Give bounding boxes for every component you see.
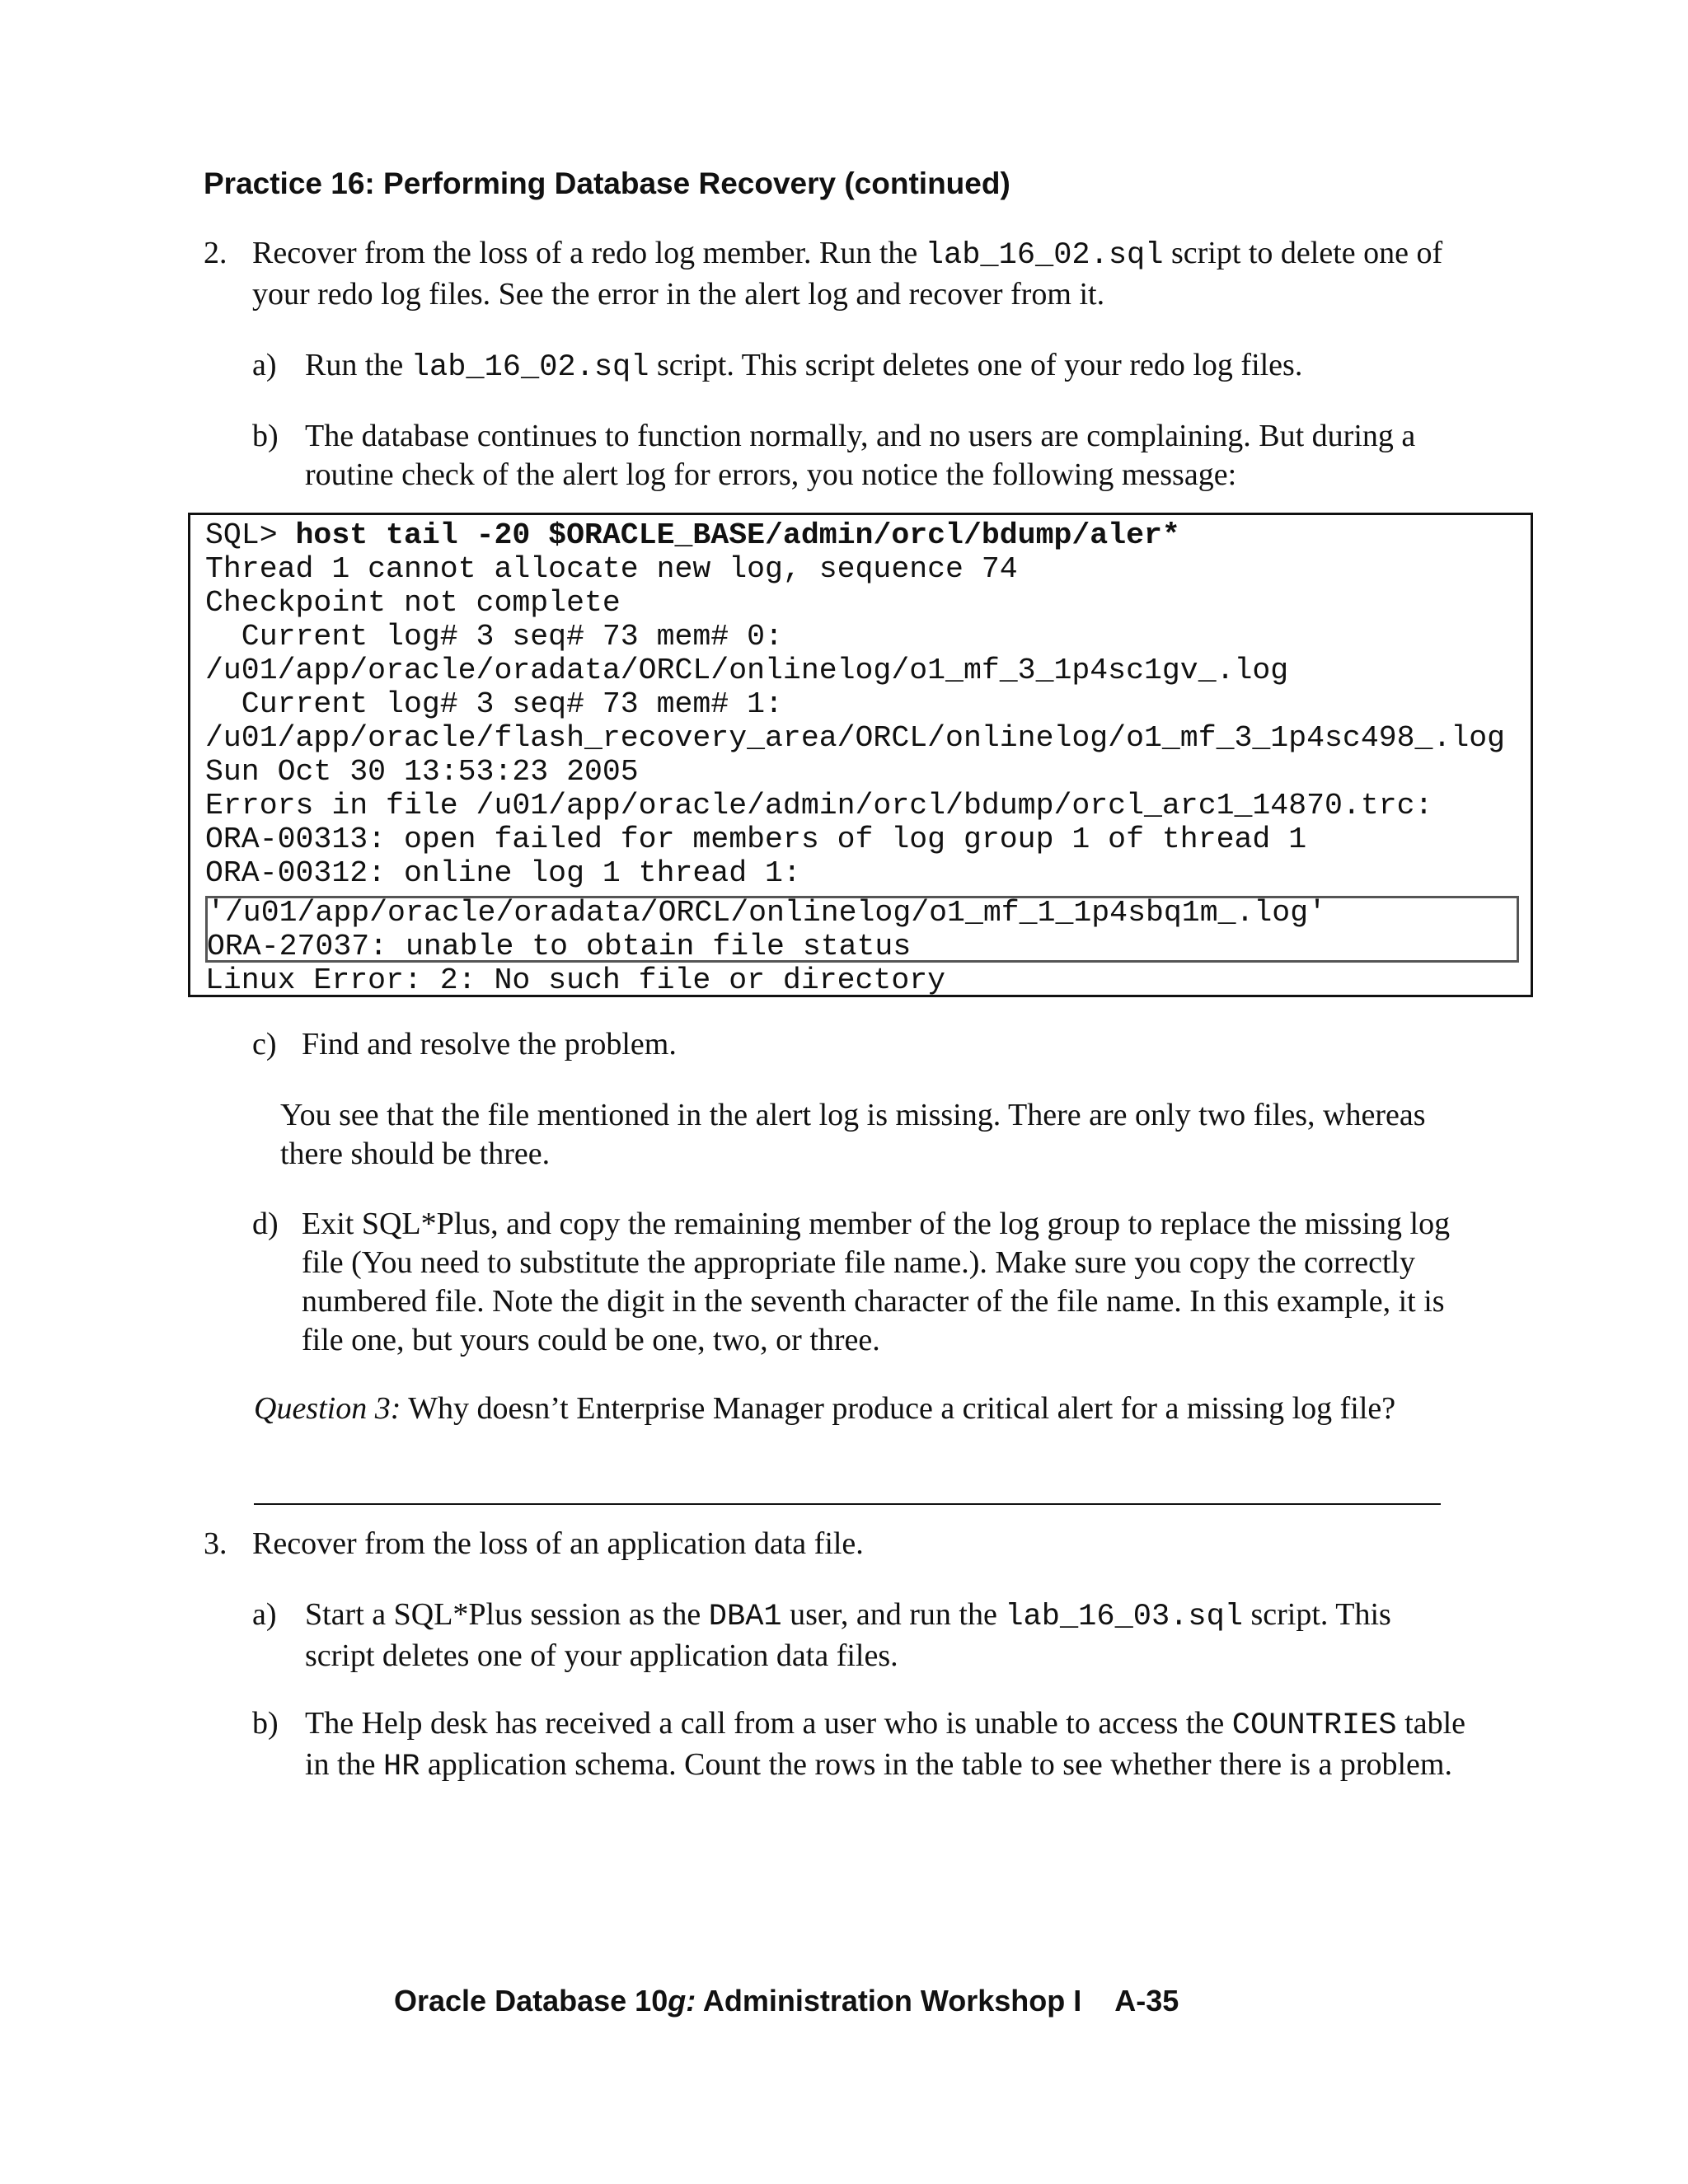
code-line-highlighted: '/u01/app/oracle/oradata/ORCL/onlinelog/o1_mf_1_1p4sbq1m_.log' bbox=[207, 896, 1327, 930]
step-3a-text-part: user, and run the bbox=[781, 1597, 1006, 1632]
code-line: Checkpoint not complete bbox=[205, 586, 621, 620]
step-3b-text-part: application schema. Count the rows in the table to see whether there is a problem. bbox=[420, 1747, 1452, 1782]
step-2-number: 2. bbox=[204, 236, 227, 270]
step-2b-text: The database continues to function normally, and no users are complaining. But during a routine check of the alert log for errors, you notice the following message: bbox=[305, 419, 1416, 492]
alert-log-code-block bbox=[188, 513, 1533, 997]
code-line: /u01/app/oracle/flash_recovery_area/ORCL/onlinelog/o1_mf_3_1p4sc498_.log bbox=[205, 721, 1506, 755]
script-name: lab_16_02.sql bbox=[410, 350, 649, 385]
step-3b-text bbox=[305, 1704, 1467, 1787]
step-2a-text-part: Run the bbox=[305, 348, 411, 382]
page-number: A-35 bbox=[1114, 1984, 1179, 2018]
code-line: ORA-00313: open failed for members of log group 1 of thread 1 bbox=[205, 823, 1307, 856]
step-3a-text bbox=[305, 1596, 1467, 1675]
code-line: Linux Error: 2: No such file or directory bbox=[205, 963, 946, 997]
step-3b-text-part: table in the bbox=[305, 1706, 1465, 1782]
code-line: Sun Oct 30 13:53:23 2005 bbox=[205, 755, 639, 789]
step-2d-text: Exit SQL*Plus, and copy the remaining member of the log group to replace the missing log file (You need to substitute the appropriate file name.). Make sure you copy the correctly numbered file. Note the digit in the seventh character of the file name. In this example, it is file one, but yours could be one, two, or three. bbox=[302, 1207, 1451, 1357]
code-line: Current log# 3 seq# 73 mem# 1: bbox=[205, 687, 783, 721]
code-line: ORA-00312: online log 1 thread 1: bbox=[205, 856, 801, 890]
step-2c-text: Find and resolve the problem. bbox=[302, 1027, 677, 1062]
highlight-box bbox=[205, 896, 1519, 963]
code-line: Current log# 3 seq# 73 mem# 0: bbox=[205, 620, 783, 654]
step-2c-answer: You see that the file mentioned in the alert log is missing. There are only two files, whereas there should be three. bbox=[280, 1098, 1426, 1171]
sql-command: host tail -20 $ORACLE_BASE/admin/orcl/bdump/aler* bbox=[295, 518, 1180, 552]
page-title: Practice 16: Performing Database Recovery (continued) bbox=[204, 166, 1010, 200]
schema-name: HR bbox=[382, 1750, 420, 1784]
step-2-text-part: script to delete one of your redo log files. See the error in the alert log and recover from it. bbox=[252, 236, 1443, 312]
step-2a-text-part: script. This script deletes one of your redo log files. bbox=[649, 348, 1303, 382]
step-2-text-part: Recover from the loss of a redo log member. Run the bbox=[252, 236, 926, 270]
code-command-line bbox=[205, 518, 1180, 552]
step-3b-label: b) bbox=[252, 1706, 279, 1741]
step-2a-label: a) bbox=[252, 348, 277, 382]
script-name: lab_16_03.sql bbox=[1005, 1600, 1243, 1634]
sql-prompt: SQL> bbox=[205, 518, 296, 552]
step-3a-text-part: Start a SQL*Plus session as the bbox=[305, 1597, 709, 1632]
step-2a-text bbox=[305, 346, 1475, 387]
step-2d-label: d) bbox=[252, 1207, 279, 1241]
answer-line bbox=[254, 1503, 1441, 1505]
step-3-number: 3. bbox=[204, 1526, 227, 1561]
footer-title: Oracle Database 10 bbox=[394, 1984, 668, 2018]
table-name: COUNTRIES bbox=[1231, 1708, 1397, 1743]
footer-title-italic: g: bbox=[668, 1984, 696, 2018]
code-line-highlighted: ORA-27037: unable to obtain file status bbox=[207, 930, 912, 963]
page-footer bbox=[394, 1986, 1179, 2016]
question-text: Why doesn’t Enterprise Manager produce a critical alert for a missing log file? bbox=[401, 1391, 1396, 1426]
code-line: /u01/app/oracle/oradata/ORCL/onlinelog/o1_mf_3_1p4sc1gv_.log bbox=[205, 654, 1289, 687]
step-2-text bbox=[252, 234, 1464, 314]
user-name: DBA1 bbox=[708, 1600, 782, 1634]
script-name: lab_16_02.sql bbox=[925, 238, 1164, 273]
code-line: Errors in file /u01/app/oracle/admin/orcl/bdump/orcl_arc1_14870.trc: bbox=[205, 789, 1433, 823]
step-3-text: Recover from the loss of an application data file. bbox=[252, 1526, 864, 1561]
footer-title-rest: Administration Workshop I bbox=[696, 1984, 1082, 2018]
question-3 bbox=[254, 1390, 1474, 1428]
code-line: Thread 1 cannot allocate new log, sequence 74 bbox=[205, 552, 1018, 586]
step-3a-text-part: script. This script deletes one of your application data files. bbox=[305, 1597, 1391, 1673]
step-2b-label: b) bbox=[252, 419, 279, 453]
step-3b-text-part: The Help desk has received a call from a user who is unable to access the bbox=[305, 1706, 1232, 1741]
step-2c-label: c) bbox=[252, 1027, 277, 1062]
question-label: Question 3: bbox=[254, 1391, 401, 1426]
step-3a-label: a) bbox=[252, 1597, 277, 1632]
